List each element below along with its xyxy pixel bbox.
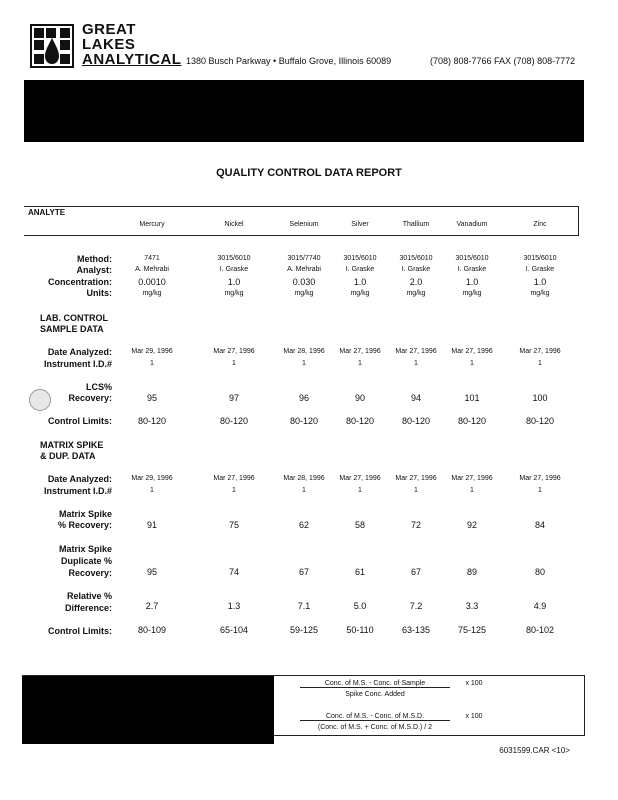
- lcs-limits-cell: 80-120: [219, 416, 249, 426]
- lcs-date-cell: Mar 27, 1996: [213, 348, 255, 355]
- rpd-formula-multiplier: x 100: [465, 713, 483, 720]
- header-top-rule: [24, 206, 578, 207]
- label-lcs-limits: Control Limits:: [48, 416, 112, 426]
- analyte-header: ANALYTE: [28, 208, 66, 217]
- msd-recovery-cell: 80: [534, 567, 545, 577]
- lcs-recovery-cell: 101: [464, 393, 480, 403]
- ms-date-cell: Mar 27, 1996: [451, 475, 493, 482]
- analyst-cell: I. Graske: [345, 266, 375, 273]
- label-ms-date: Date Analyzed:: [47, 474, 112, 484]
- ms-recovery-cell: 58: [354, 520, 365, 530]
- lcs-limits-cell: 80-120: [345, 416, 375, 426]
- matrix-line-1: MATRIX SPIKE: [40, 440, 104, 450]
- lcs-date-cell: Mar 27, 1996: [395, 348, 437, 355]
- lcs-recovery-cell: 95: [146, 393, 157, 403]
- lcs-instrument-cell: 1: [538, 360, 542, 367]
- lcs-recovery-cell: 94: [410, 393, 421, 403]
- ms-limits-cell: 50-110: [346, 625, 374, 635]
- analyst-cell: I. Graske: [219, 266, 249, 273]
- ms-date-cell: Mar 28, 1996: [283, 475, 325, 482]
- ms-limits-cell: 75-125: [457, 625, 487, 635]
- company-name: [82, 22, 181, 67]
- lcs-recovery-cell: 97: [228, 393, 239, 403]
- label-lab-control: [40, 313, 108, 335]
- ms-instrument-cell: 1: [414, 487, 418, 494]
- lcs-recovery-cell: 100: [532, 393, 548, 403]
- lcs-instrument-cell: 1: [470, 360, 474, 367]
- label-msd-2: Duplicate %: [60, 556, 112, 566]
- ms-instrument-cell: 1: [302, 487, 306, 494]
- ms-recovery-cell: 62: [298, 520, 309, 530]
- rpd-cell: 4.9: [533, 601, 547, 611]
- concentration-cell: 1.0: [533, 277, 547, 287]
- ms-instrument-cell: 1: [150, 487, 154, 494]
- rpd-cell: 3.3: [465, 601, 479, 611]
- lcs-limits-cell: 80-120: [289, 416, 319, 426]
- company-address: 1380 Busch Parkway • Buffalo Grove, Illinois 60089: [186, 56, 392, 66]
- lcs-instrument-cell: 1: [150, 360, 154, 367]
- label-rpd-2: Difference:: [64, 603, 112, 613]
- analyte-name: Mercury: [139, 221, 165, 228]
- label-lcs-1: LCS%: [85, 382, 112, 392]
- lcs-recovery-cell: 90: [354, 393, 365, 403]
- ms-instrument-cell: 1: [358, 487, 362, 494]
- rpd-cell: 7.2: [409, 601, 423, 611]
- label-analyst: Analyst:: [76, 265, 112, 275]
- analyst-cell: I. Graske: [401, 266, 431, 273]
- lcs-instrument-cell: 1: [302, 360, 306, 367]
- analyte-name: Silver: [351, 221, 369, 228]
- ms-date-cell: Mar 27, 1996: [339, 475, 381, 482]
- redaction-bar: [24, 80, 584, 142]
- ms-instrument-cell: 1: [232, 487, 236, 494]
- units-cell: mg/kg: [294, 290, 314, 297]
- rpd-cell: 1.3: [227, 601, 241, 611]
- formula-bottom-rule: [274, 735, 585, 736]
- ms-date-cell: Mar 27, 1996: [519, 475, 561, 482]
- msd-recovery-cell: 61: [354, 567, 365, 577]
- method-cell: 3015/6010: [217, 255, 251, 262]
- lcs-limits-cell: 80-120: [137, 416, 167, 426]
- method-cell: 3015/6010: [523, 255, 557, 262]
- company-phone: (708) 808-7766 FAX (708) 808-7772: [430, 56, 576, 66]
- analyte-name: Selenium: [289, 221, 319, 228]
- ms-limits-cell: 80-102: [525, 625, 555, 635]
- label-rpd-1: Relative %: [66, 591, 112, 601]
- lcs-date-cell: Mar 27, 1996: [339, 348, 381, 355]
- rpd-formula-denominator: (Conc. of M.S. + Conc. of M.S.D.) / 2: [317, 724, 433, 731]
- company-logo: [30, 24, 74, 68]
- ms-instrument-cell: 1: [538, 487, 542, 494]
- lcs-limits-cell: 80-120: [401, 416, 431, 426]
- units-cell: mg/kg: [462, 290, 482, 297]
- msd-recovery-cell: 67: [298, 567, 309, 577]
- units-cell: mg/kg: [224, 290, 244, 297]
- hole-punch-mark: [29, 389, 51, 411]
- lab-control-line-2: SAMPLE DATA: [40, 324, 104, 334]
- header-right-rule: [578, 206, 579, 236]
- ms-recovery-cell: 72: [410, 520, 421, 530]
- ms-limits-cell: 63-135: [401, 625, 431, 635]
- rpd-cell: 7.1: [297, 601, 311, 611]
- label-lcs-2: Recovery:: [68, 393, 112, 403]
- ms-recovery-cell: 84: [534, 520, 545, 530]
- flask-grid-logo-icon: [30, 24, 74, 68]
- brand-line-3: ANALYTICAL: [82, 51, 182, 68]
- ms-limits-cell: 80-109: [137, 625, 167, 635]
- ms-recovery-cell: 92: [466, 520, 477, 530]
- header-bottom-rule: [24, 235, 578, 236]
- msd-recovery-cell: 89: [466, 567, 477, 577]
- analyst-cell: I. Graske: [457, 266, 487, 273]
- label-ms-rec-1: Matrix Spike: [58, 509, 112, 519]
- label-ms-rec-2: % Recovery:: [57, 520, 112, 530]
- analyte-name: Vanadium: [456, 221, 488, 228]
- lcs-limits-cell: 80-120: [457, 416, 487, 426]
- label-lcs-instrument: Instrument I.D.#: [43, 359, 112, 369]
- document-id: 6031599.CAR <10>: [499, 746, 570, 755]
- ms-instrument-cell: 1: [470, 487, 474, 494]
- label-method: Method:: [77, 254, 112, 264]
- formula-right-rule: [584, 675, 585, 736]
- label-units: Units:: [86, 288, 112, 298]
- ms-date-cell: Mar 27, 1996: [395, 475, 437, 482]
- rpd-formula-numerator: Conc. of M.S. - Conc. of M.S.D.: [300, 713, 450, 721]
- method-cell: 7471: [144, 255, 160, 262]
- msd-recovery-cell: 74: [228, 567, 239, 577]
- label-ms-instrument: Instrument I.D.#: [43, 486, 112, 496]
- lcs-date-cell: Mar 28, 1996: [283, 348, 325, 355]
- rpd-cell: 2.7: [145, 601, 159, 611]
- analyst-cell: I. Graske: [525, 266, 555, 273]
- label-matrix: [40, 440, 103, 462]
- concentration-cell: 2.0: [409, 277, 423, 287]
- lab-control-line-1: LAB. CONTROL: [40, 313, 108, 323]
- lcs-date-cell: Mar 29, 1996: [131, 348, 173, 355]
- units-cell: mg/kg: [406, 290, 426, 297]
- label-msd-3: Recovery:: [68, 568, 112, 578]
- label-msd-1: Matrix Spike: [58, 544, 112, 554]
- concentration-cell: 1.0: [465, 277, 479, 287]
- concentration-cell: 1.0: [353, 277, 367, 287]
- lcs-instrument-cell: 1: [232, 360, 236, 367]
- analyte-name: Nickel: [224, 221, 244, 228]
- concentration-cell: 0.0010: [138, 277, 166, 287]
- lcs-limits-cell: 80-120: [525, 416, 555, 426]
- brand-line-2: LAKES: [82, 36, 136, 53]
- label-ms-limits: Control Limits:: [48, 626, 112, 636]
- report-title: QUALITY CONTROL DATA REPORT: [216, 167, 402, 179]
- analyte-name: Zinc: [533, 221, 547, 228]
- analyst-cell: A. Mehrabi: [135, 266, 169, 273]
- label-concentration: Concentration:: [48, 277, 112, 287]
- lcs-instrument-cell: 1: [414, 360, 418, 367]
- analyte-name: Thallium: [402, 221, 430, 228]
- ms-recovery-cell: 75: [228, 520, 239, 530]
- lcs-date-cell: Mar 27, 1996: [451, 348, 493, 355]
- concentration-cell: 0.030: [292, 277, 316, 287]
- analyst-cell: A. Mehrabi: [287, 266, 321, 273]
- ms-formula-multiplier: x 100: [465, 680, 483, 687]
- concentration-cell: 1.0: [227, 277, 241, 287]
- ms-limits-cell: 65-104: [219, 625, 249, 635]
- ms-date-cell: Mar 27, 1996: [213, 475, 255, 482]
- redaction-bottom: [22, 676, 274, 744]
- lcs-recovery-cell: 96: [298, 393, 309, 403]
- ms-formula-denominator: Spike Conc. Added: [345, 691, 405, 698]
- label-lcs-date: Date Analyzed:: [47, 347, 112, 357]
- lcs-date-cell: Mar 27, 1996: [519, 348, 561, 355]
- units-cell: mg/kg: [350, 290, 370, 297]
- ms-date-cell: Mar 29, 1996: [131, 475, 173, 482]
- formula-top-rule: [22, 675, 584, 676]
- msd-recovery-cell: 67: [410, 567, 421, 577]
- matrix-line-2: & DUP. DATA: [40, 451, 96, 461]
- ms-recovery-cell: 91: [146, 520, 157, 530]
- lcs-instrument-cell: 1: [358, 360, 362, 367]
- units-cell: mg/kg: [142, 290, 162, 297]
- rpd-cell: 5.0: [353, 601, 367, 611]
- ms-limits-cell: 59-125: [289, 625, 319, 635]
- ms-formula-numerator: Conc. of M.S. - Conc. of Sample: [300, 680, 450, 688]
- brand-line-1: GREAT: [82, 21, 136, 38]
- units-cell: mg/kg: [530, 290, 550, 297]
- method-cell: 3015/6010: [399, 255, 433, 262]
- method-cell: 3015/6010: [343, 255, 377, 262]
- msd-recovery-cell: 95: [146, 567, 157, 577]
- method-cell: 3015/6010: [455, 255, 489, 262]
- method-cell: 3015/7740: [287, 255, 321, 262]
